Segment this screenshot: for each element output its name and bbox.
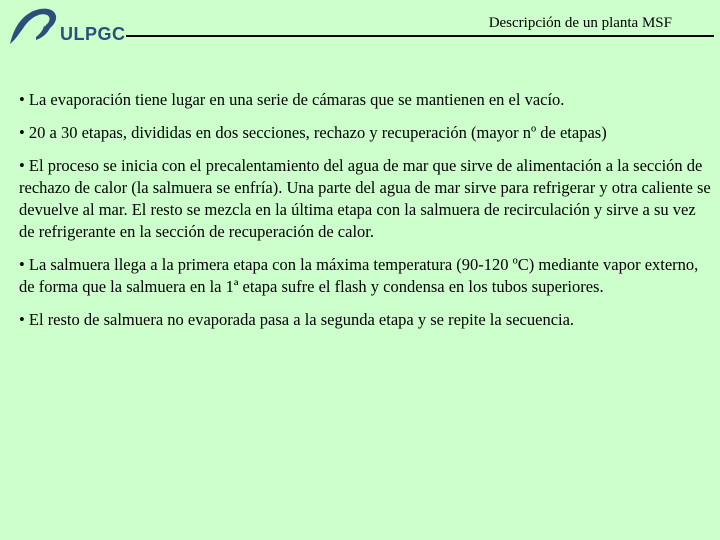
- bullet-item: • 20 a 30 etapas, divididas en dos secciones, rechazo y recuperación (mayor nº de etapas): [19, 123, 607, 142]
- bullet-item: • La evaporación tiene lugar en una serie de cámaras que se mantienen en el vacío.: [19, 90, 565, 109]
- bullet-item: • El resto de salmuera no evaporada pasa a la segunda etapa y se repite la secuencia.: [19, 310, 575, 329]
- header: [0, 0, 720, 60]
- slide-content: [19, 89, 713, 342]
- bullet-item: • El proceso se inicia con el precalentamiento del agua de mar que sirve de alimentación a la sección de rechazo de calor (la salmuera se enfría). Una parte del agua de mar sirve para refrigerar y otra caliente se devuelve al mar. El resto se mezcla en la última etapa con la salmuera de recirculación y sirve a su vez de refrigerante en la sección de recuperación de calor.: [19, 156, 711, 241]
- ulpgc-logo: [6, 4, 126, 48]
- header-divider: [126, 35, 714, 37]
- page-title: Descripción de un planta MSF: [488, 15, 672, 31]
- bullet-item: • La salmuera llega a la primera etapa con la máxima temperatura (90-120 ºC) mediante vapor externo, de forma que la salmuera en la 1ª etapa sufre el flash y condensa en los tubos superiores.: [19, 255, 699, 296]
- logo-text: ULPGC: [60, 24, 126, 44]
- ulpgc-logo-icon: [6, 4, 60, 48]
